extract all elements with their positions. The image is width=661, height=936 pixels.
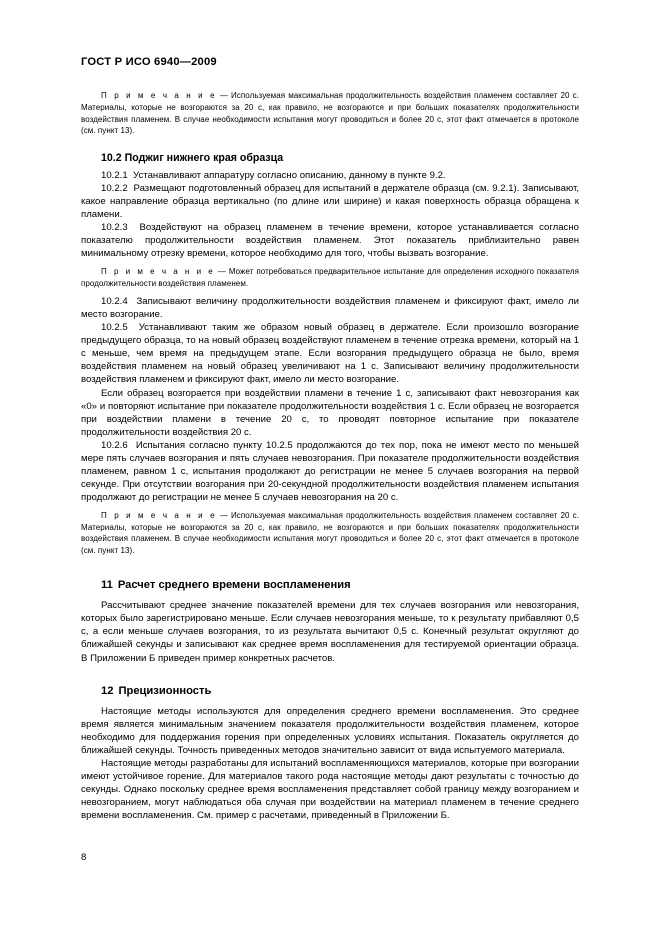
- page-number: 8: [81, 852, 87, 863]
- note-label: П р и м е ч а н и е: [101, 91, 217, 101]
- clause-10-2-5-paragraph-2: Если образец возгорается при воздействии пламени в течение 1 с, записывают факт невозгорания как «0» и повторяют испытание при показателе продолжительности воздействия 1 с. Если образец не возгорается при воздействии пламени в течение 20 с, то проводят повторное испытание при показателе продолжительности воздействия 20 с.: [81, 387, 579, 438]
- clause-text-10-2-4: Записывают величину продолжительности воздействия пламенем и фиксируют факт, имело ли место возгорание.: [81, 296, 579, 321]
- document-header-standard-number: ГОСТ Р ИСО 6940—2009: [81, 56, 217, 68]
- clause-number-10-2-3: 10.2.3: [101, 221, 128, 233]
- note-dash: —: [214, 267, 229, 277]
- note-label: П р и м е ч а н и е: [101, 267, 215, 277]
- section-heading-10-2: [81, 151, 579, 165]
- spacer: [81, 665, 579, 684]
- page-content: [81, 56, 579, 822]
- clause-10-2-1: [81, 169, 579, 182]
- section-number-11: 11: [101, 579, 113, 592]
- section-title-11: Расчет среднего времени воспламенения: [117, 579, 351, 592]
- note-paragraph-1: [81, 90, 579, 136]
- clause-number-10-2-2: 10.2.2: [101, 182, 128, 194]
- clause-10-2-2: [81, 182, 579, 221]
- note-dash: —: [216, 510, 231, 520]
- section-12-paragraph-1: Настоящие методы используются для определения среднего времени воспламенения. Это среднее время является минимальным значением показателя продолжительности воздействия пламенем, которое необходимо для поддержания горения при определенных условиях испытания. Показатель округляется до ближайшей секунды. Точность приведенных методов значительно зависит от вида испытуемого материала.: [81, 705, 579, 756]
- clause-number-10-2-5: 10.2.5: [101, 322, 128, 334]
- note-dash: —: [216, 91, 231, 101]
- section-title-10-2: Поджиг нижнего края образца: [124, 151, 284, 164]
- clause-text-10-2-1: Устанавливают аппаратуру согласно описанию, данному в пункте 9.2.: [133, 169, 446, 181]
- clause-number-10-2-4: 10.2.4: [101, 296, 128, 308]
- note-paragraph-2: [81, 266, 579, 289]
- clause-10-2-6: [81, 439, 579, 504]
- clause-10-2-3: [81, 221, 579, 260]
- note-label: П р и м е ч а н и е: [101, 510, 217, 520]
- note-3-body: Используемая максимальная продолжительность воздействия пламенем составляет 20 с. Материалы, которые не возгораются за 20 с, как правило, не возгораются и при больших показателях продолжительности воздействия пламенем. В случае необходимости испытания могут проводиться и более 20 с, этот факт отмечается в протоколе (см. пункт 13).: [81, 510, 579, 555]
- section-title-12: Прецизионность: [118, 684, 212, 697]
- spacer: [81, 556, 579, 578]
- section-12-paragraph-2: Настоящие методы разработаны для испытаний воспламеняющихся материалов, которые при возгорании имеют устойчивое горение. Для материалов такого рода настоящие методы дают результаты с точностью до секунды. Однако поскольку среднее время воспламенения представляет собой границу между возгоранием и невозгоранием, могут наблюдаться оба случая при воздействии на материал пламенем в течение среднего времени воспламенения. См. пример с расчетами, приведенный в Приложении Б.: [81, 757, 579, 821]
- clause-10-2-4: [81, 295, 579, 321]
- section-number-10-2: 10.2: [101, 151, 122, 164]
- clause-text-10-2-6: Испытания согласно пункту 10.2.5 продолжаются до тех пор, пока не имеют место по меньшей мере пять случаев возгорания и пять случаев невозгорания. При показателе продолжительности воздействия пламенем, равном 1 с, испытания продолжают до регистрации не менее 5 случаев возгорания на первой секунде. При отсутствии возгорания при 20-секундной продолжительности воздействия пламенем испытания продолжают до регистрации не менее 5 случаев невозгорания на 20 с.: [81, 439, 579, 503]
- section-heading-11: [81, 578, 579, 593]
- clause-number-10-2-1: 10.2.1: [101, 169, 128, 181]
- section-number-12: 12: [101, 684, 114, 697]
- section-11-paragraph: Рассчитывают среднее значение показателей времени для тех случаев возгорания или невозгорания, которых было зарегистрировано меньше. Если случаев невозгорания меньше, то к результату прибавляют 0,5 с, а если меньше случаев возгорания, то из результата вычитают 0,5 с. Конечный результат округляют до ближайшей секунды и записывают как среднее время воспламенения для тестируемой ориентации образца. В Приложении Б приведен пример конкретных расчетов.: [81, 600, 579, 664]
- clause-text-10-2-3: Воздействуют на образец пламенем в течение времени, которое устанавливается согласно показателю продолжительности воздействия пламенем. Этот показатель приблизительно равен минимальному отрезку времени, которое необходимо для того, чтобы вызвать возгорание.: [81, 221, 579, 259]
- note-2-body: Может потребоваться предварительное испытание для определения исходного показателя продолжительности воздействия пламенем.: [81, 267, 579, 288]
- clause-number-10-2-6: 10.2.6: [101, 439, 128, 451]
- section-heading-12: [81, 684, 579, 699]
- clause-text-10-2-2: Размещают подготовленный образец для испытаний в держателе образца (см. 9.2.1). Записывают, какое направление образца вертикально (по длине или ширине) и какая поверхность образца обращена к пламени.: [81, 182, 579, 220]
- note-1-body: Используемая максимальная продолжительность воздействия пламенем составляет 20 с. Материалы, которые не возгораются за 20 с, как правило, не возгораются и при больших показателях продолжительности воздействия пламенем. В случае необходимости испытания могут проводиться и более 20 с, этот факт отмечается в протоколе (см. пункт 13).: [81, 91, 579, 136]
- note-paragraph-3: [81, 510, 579, 556]
- clause-10-2-5: [81, 321, 579, 386]
- spacer: [81, 137, 579, 151]
- clause-text-10-2-5: Устанавливают таким же образом новый образец в держателе. Если произошло возгорание предыдущего образца, то на новый образец воздействуют пламенем в течение отрезка времени, который на 1 с меньше, чем время на предыдущем этапе. Если возгорания предыдущего образца не было, время воздействия пламенем на новый образец увеличивают на 1 с. Записывают величину продолжительности воздействия пламенем и фиксируют факт, имело ли место возгорание.: [81, 322, 579, 386]
